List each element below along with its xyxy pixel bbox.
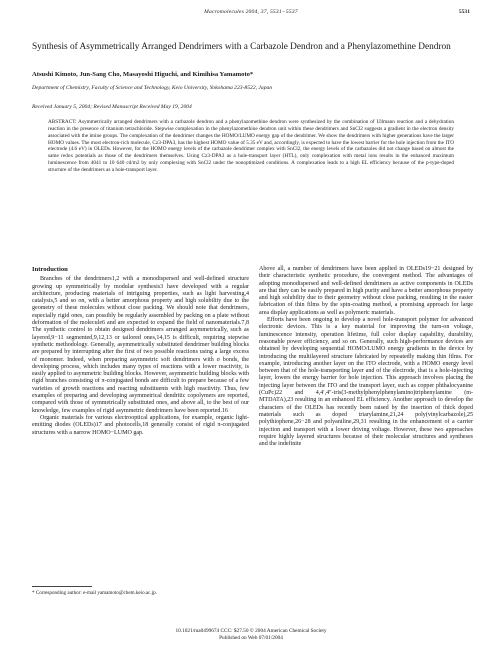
left-column bbox=[32, 266, 249, 437]
abstract-text: ABSTRACT: Asymmetrically arranged dendrimers with a carbazole dendron and a phenylazomethine dendron were synthesized by the combination of Ullmann reaction and a dehydration reaction in the presence of titanium tetrachloride. Stepwise complexation in the phenylazomethine dendron unit within these dendrimers and SnCl2 suggests a gradient in the electron density associated with the imine groups. The complexation of the dendrimer changes the HOMO/LUMO energy gap of the dendrimer. We show the dendrimers with higher generations have the larger HOMO values. The most electron-rich molecule, Cz3-DPA3, has the highest HOMO value of 5.35 eV and, accordingly, is expected to have the lowest barrier for the hole injection from the ITO electrode (4.6 eV) in OLEDs. However, for the HOMO energy levels of the carbazole dendrimer complex with SnCl2, the energy levels of the carbazoles did not change based on almost the same redox potentials as those of the dendrimers themselves. Using Cz3-DPA3 as a hole-transport layer (HTL), only complexation with metal ions results in the enhanced maximum luminescence from 4041 to 10 640 cd/m2 by only complexing with SnCl2 under the nonoptimized conditions. A complexation leads to a high EL efficiency because of the p-type-doped structure of the dendrimers as a hole-transport layer. bbox=[48, 119, 454, 173]
doi-line: 10.1021/ma0499674 CCC: $27.50 © 2004 American Chemical Society bbox=[175, 628, 327, 634]
journal-citation: Macromolecules 2004, 37, 5531−5537 bbox=[204, 9, 298, 15]
abstract bbox=[48, 119, 454, 174]
paragraph: Branches of the dendrimers1,2 with a monodispersed and well-defined structure growing up symmetrically by modular synthesis3 have developed with a regular architecture, producing materials of intriguing properties, such as light harvesting,4 catalysis,5 and so on, with a better amorphous property and high solubility due to the geometry of these molecules without close packing. We should note that dendrimers, especially rigid ones, can possibly be regularly assembled by packing on a plate without deformation of the molecule6 and are expected to expand the field of nanomaterials.7,8 The synthetic control to obtain designed dendrimers arranged asymmetrically, such as layered,9−11 segmented,9,12,13 or tailored ones,14,15 is difficult, requiring stepwise synthetic methodology. Generally, asymmetrically substituted dendrimer building blocks are prepared by interrupting after the first of two possible reactions using a large excess of monomer. Indeed, when preparing asymmetric soft dendrimers with σ bonds, the developing process, which includes many types of reactions with a lower reactivity, is easily applied to asymmetric building blocks. However, asymmetric building blocks with rigid branches consisting of π-conjugated bonds are difficult to prepare because of a few varieties of growth reactions and reacting substituents with high reactivity. Thus, few examples of preparing and developing asymmetrical dendritic copolymers are reported, compared with those of symmetrically substituted ones, and above all, to the best of our knowledge, few examples of rigid asymmetric dendrimers have been reported.16 bbox=[32, 276, 249, 414]
received-dates: Received January 5, 2004; Revised Manuscript Received May 19, 2004 bbox=[32, 104, 192, 110]
right-column bbox=[259, 266, 473, 448]
corresponding-author-footnote: * Corresponding author: e-mail yamamoto@chem.keio.ac.jp. bbox=[32, 590, 157, 596]
article-title: Synthesis of Asymmetrically Arranged Dendrimers with a Carbazole Dendron and a Phenylazomethine Dendron bbox=[32, 42, 451, 52]
footnote-rule bbox=[32, 586, 92, 587]
section-heading: Introduction bbox=[32, 266, 68, 273]
paragraph: Above all, a number of dendrimers have been applied in OLEDs19−21 designed by their characteristic synthetic procedure, the convergent method. The advantages of adopting monodispersed and well-defined dendrimers as active components in OLEDs are that they can be easily prepared in high purity and have a better amorphous property and high solubility due to their geometry without close packing, resulting in the easier fabrication of thin films by the spin-coating method, a promising approach for large area display applications as well as polymeric materials. bbox=[259, 266, 473, 316]
paragraph: Efforts have been ongoing to develop a novel hole-transport polymer for advanced electronic devices. This is a key material for improving the turn-on voltage, luminescence intensity, operation lifetime, full color display capability, durability, reasonable power efficiency, and so on. Generally, such high-performance devices are obtained by developing sequential HOMO/LUMO energy gradients in the device by introducing the multilayered structure fabricated by repeatedly making thin films. For example, introducing another layer on the ITO electrode, with a HOMO energy level between that of the hole-transporting layer and of the electrode, that is a hole-injecting layer, lowers the energy barrier for hole injection. This approach involves placing the injecting layer between the ITO and the transport layer, such as copper phthalocyanine (CuPc)22 and 4,4′,4″-tris(3-methylphenylphenylamino)triphenylamine (m-MTDATA),23 resulting in an enhanced EL efficiency. Another approach to develop the characters of the OLEDs has recently been raised by the insertion of thick doped materials such as doped triarylamine,21,24 poly(vinylcarbazole),25 polythiophene,26−28 and polyaniline,29,31 resulting in the enhancement of a carrier injection and transport with a lower driving voltage. However, these two approaches require highly layered structures because of their molecular structures and syntheses and the indefinite bbox=[259, 317, 473, 448]
author-list: Atsushi Kimoto, Jun-Sang Cho, Masayoshi Higuchi, and Kimihisa Yamamoto* bbox=[32, 71, 254, 78]
page-number: 5531 bbox=[458, 9, 470, 15]
running-header bbox=[0, 9, 502, 19]
paragraph: Organic materials for various electrooptical applications, for example, organic light-emitting diodes (OLEDs)17 and photocells,18 generally consist of rigid π-conjugated structures with a narrow HOMO−LUMO gap. bbox=[32, 414, 249, 436]
page-footer bbox=[0, 628, 502, 642]
affiliation: Department of Chemistry, Faculty of Science and Technology, Keio University, Yokohama 223-8522, Japan bbox=[32, 85, 273, 91]
published-line: Published on Web 07/01/2004 bbox=[219, 635, 283, 641]
